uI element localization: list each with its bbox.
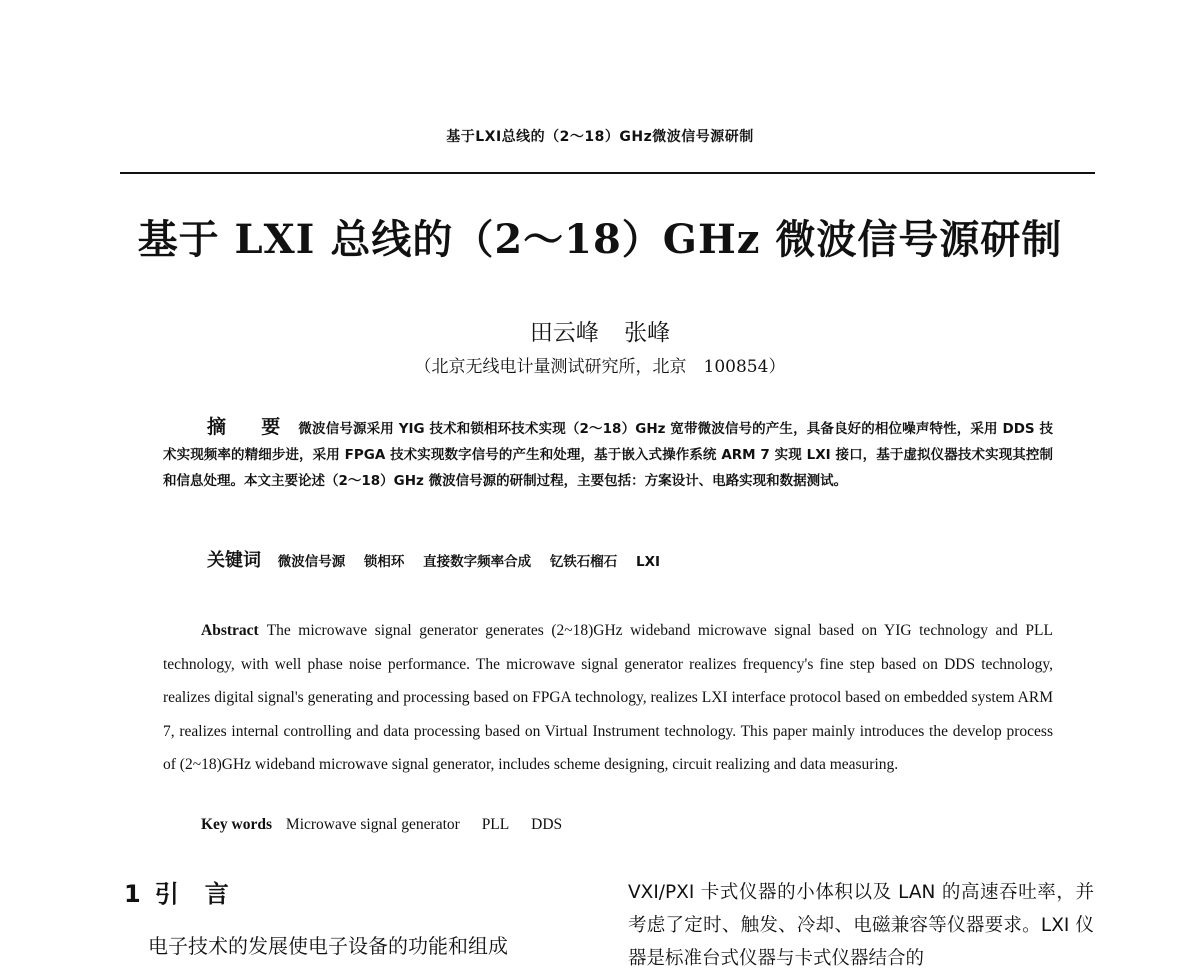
left-column-text: 电子技术的发展使电子设备的功能和组成 [148,934,508,958]
english-keywords [201,816,1051,834]
english-keywords-label: Key words [201,816,273,833]
keyword: 钇铁石榴石 [549,554,618,570]
keyword: PLL [481,816,510,833]
author-list [0,314,1200,347]
header-rule [120,172,1095,174]
keyword: 直接数字频率合成 [423,554,532,570]
english-abstract-label: Abstract [201,622,259,639]
chinese-abstract [163,414,1053,494]
chinese-keywords [207,546,1057,572]
keyword: 微波信号源 [277,554,346,570]
running-head: 基于LXI总线的（2～18）GHz微波信号源研制 [446,129,754,145]
chinese-abstract-text: 微波信号源采用 YIG 技术和锁相环技术实现（2～18）GHz 宽带微波信号的产生，具备良好的相位噪声特性，采用 DDS 技术实现频率的精细步进，采用 FPGA 技术实现数字信号的产生和处理，基于嵌入式操作系统 ARM 7 实现 LXI 接口，基于虚拟仪器技术实现其控制和信息处理。本文主要论述（2～18）GHz 微波信号源的研制过程，主要包括：方案设计、电路实现和数据测试。 [163,421,1053,489]
right-column-text: VXI/PXI 卡式仪器的小体积以及 LAN 的高速吞吐率，并考虑了定时、触发、冷却、电磁兼容等仪器要求。LXI 仪器是标准台式仪器与卡式仪器结合的 [628,882,1094,969]
author-name: 张峰 [624,320,671,346]
keyword: 锁相环 [363,554,405,570]
paper-title: 基于 LXI 总线的（2～18）GHz 微波信号源研制 [137,216,1063,263]
keyword: DDS [531,816,563,833]
author-name: 田云峰 [529,320,599,346]
affiliation: （北京无线电计量测试研究所，北京 100854） [414,357,786,377]
section-heading [124,874,255,909]
chinese-keywords-label: 关键词 [207,550,261,571]
keyword: LXI [636,554,661,570]
english-abstract [163,614,1053,782]
keyword: Microwave signal generator [285,816,460,833]
section-title: 引言 [154,880,255,908]
section-number: 1 [124,880,141,908]
english-abstract-text: The microwave signal generator generates (2~18)GHz wideband microwave signal based on YIG technology and PLL technology, with well phase noise performance. The microwave signal generator realizes frequency's fine step based on DDS technology, realizes digital signal's generating and processing based on FPGA technology, realizes LXI interface protocol based on embedded system ARM 7, realizes internal controlling and data processing based on Virtual Instrument technology. This paper mainly introduces the develop process of (2~18)GHz wideband microwave signal generator, includes scheme designing, circuit realizing and data measuring. [163,622,1053,773]
chinese-abstract-label: 摘 要 [207,416,289,438]
